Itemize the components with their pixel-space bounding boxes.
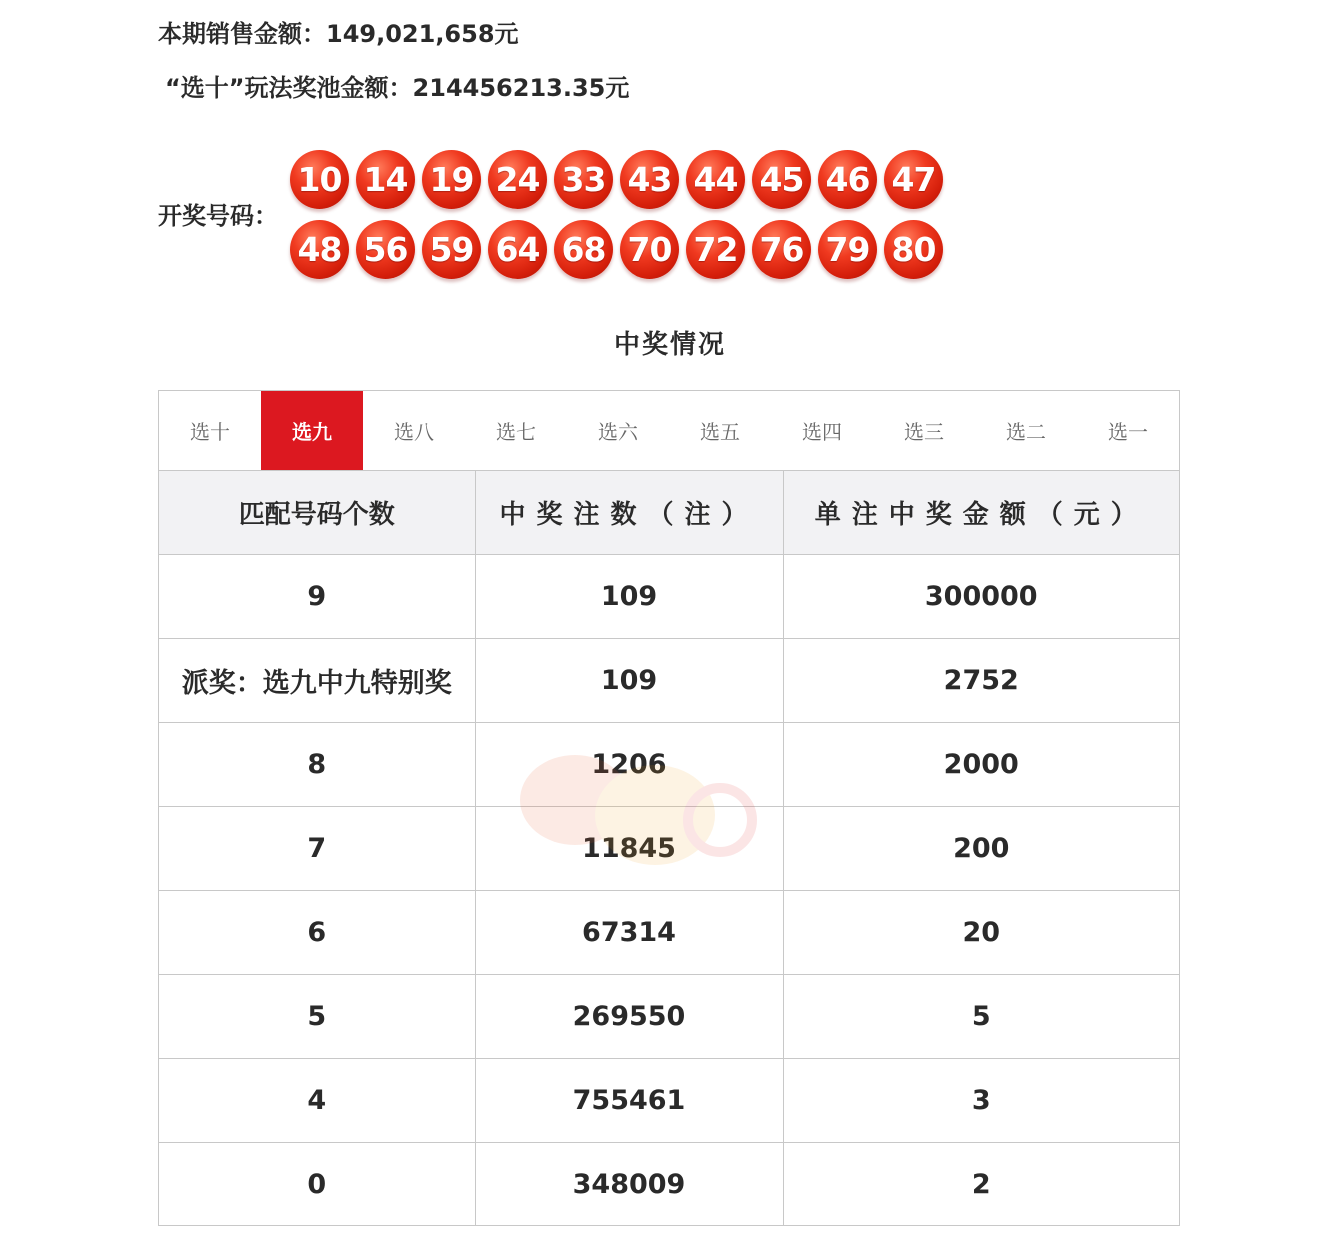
number-ball: 43 bbox=[620, 150, 679, 209]
table-row bbox=[159, 891, 1179, 975]
tab-pick-5[interactable]: 选五 bbox=[700, 420, 740, 444]
prize-amount-cell: 3 bbox=[783, 1059, 1179, 1143]
table-row bbox=[159, 975, 1179, 1059]
pool-label: “选十”玩法奖池金额： bbox=[165, 74, 413, 102]
winner-count-cell: 109 bbox=[475, 555, 783, 639]
tab-pick-2[interactable]: 选二 bbox=[1006, 420, 1046, 444]
number-ball: 76 bbox=[752, 220, 811, 279]
sales-label: 本期销售金额： bbox=[158, 20, 326, 48]
prize-amount-cell: 20 bbox=[783, 891, 1179, 975]
winner-count-cell: 269550 bbox=[475, 975, 783, 1059]
ball-row-2 bbox=[290, 220, 960, 290]
match-count-cell: 8 bbox=[159, 723, 475, 807]
header-prize-amount: 单注中奖金额（元） bbox=[783, 471, 1179, 555]
tab-pick-7[interactable]: 选七 bbox=[496, 420, 536, 444]
pool-amount-line bbox=[165, 68, 629, 103]
prize-panel bbox=[158, 390, 1180, 1226]
tab-pick-8[interactable]: 选八 bbox=[394, 420, 434, 444]
table-row bbox=[159, 723, 1179, 807]
number-ball: 47 bbox=[884, 150, 943, 209]
number-ball: 45 bbox=[752, 150, 811, 209]
winner-count-cell: 1206 bbox=[475, 723, 783, 807]
number-ball: 72 bbox=[686, 220, 745, 279]
prize-amount-cell: 2752 bbox=[783, 639, 1179, 723]
prize-amount-cell: 5 bbox=[783, 975, 1179, 1059]
tab-pick-9[interactable]: 选九 bbox=[261, 391, 363, 470]
number-ball: 48 bbox=[290, 220, 349, 279]
number-ball: 33 bbox=[554, 150, 613, 209]
match-count-cell: 7 bbox=[159, 807, 475, 891]
prize-table bbox=[159, 471, 1179, 1226]
section-title: 中奖情况 bbox=[613, 330, 726, 360]
ball-row-1 bbox=[290, 150, 960, 220]
sales-value: 149,021,658元 bbox=[326, 20, 519, 48]
prize-amount-cell: 2000 bbox=[783, 723, 1179, 807]
prize-amount-cell: 300000 bbox=[783, 555, 1179, 639]
number-ball: 59 bbox=[422, 220, 481, 279]
winner-count-cell: 109 bbox=[475, 639, 783, 723]
number-ball: 24 bbox=[488, 150, 547, 209]
number-ball: 56 bbox=[356, 220, 415, 279]
play-type-tabs bbox=[159, 391, 1179, 471]
match-count-cell: 0 bbox=[159, 1143, 475, 1227]
draw-numbers bbox=[290, 150, 960, 290]
table-row bbox=[159, 1143, 1179, 1227]
table-row bbox=[159, 555, 1179, 639]
tab-pick-1[interactable]: 选一 bbox=[1108, 420, 1148, 444]
prize-amount-cell: 2 bbox=[783, 1143, 1179, 1227]
draw-numbers-label: 开奖号码： bbox=[158, 202, 278, 230]
winner-count-cell: 67314 bbox=[475, 891, 783, 975]
table-row bbox=[159, 639, 1179, 723]
match-count-cell: 6 bbox=[159, 891, 475, 975]
header-match-count: 匹配号码个数 bbox=[159, 471, 475, 555]
prize-amount-cell: 200 bbox=[783, 807, 1179, 891]
header-winner-count: 中奖注数（注） bbox=[475, 471, 783, 555]
pool-value: 214456213.35元 bbox=[412, 74, 630, 102]
tab-pick-10[interactable]: 选十 bbox=[190, 420, 230, 444]
number-ball: 79 bbox=[818, 220, 877, 279]
number-ball: 64 bbox=[488, 220, 547, 279]
number-ball: 14 bbox=[356, 150, 415, 209]
winner-count-cell: 11845 bbox=[475, 807, 783, 891]
number-ball: 44 bbox=[686, 150, 745, 209]
number-ball: 80 bbox=[884, 220, 943, 279]
match-count-cell: 9 bbox=[159, 555, 475, 639]
number-ball: 46 bbox=[818, 150, 877, 209]
tab-pick-4[interactable]: 选四 bbox=[802, 420, 842, 444]
match-count-cell: 5 bbox=[159, 975, 475, 1059]
table-header-row bbox=[159, 471, 1179, 555]
match-count-cell: 4 bbox=[159, 1059, 475, 1143]
winner-count-cell: 348009 bbox=[475, 1143, 783, 1227]
tab-pick-6[interactable]: 选六 bbox=[598, 420, 638, 444]
sales-amount-line bbox=[158, 14, 519, 49]
number-ball: 19 bbox=[422, 150, 481, 209]
number-ball: 70 bbox=[620, 220, 679, 279]
tab-pick-3[interactable]: 选三 bbox=[904, 420, 944, 444]
table-row bbox=[159, 1059, 1179, 1143]
number-ball: 68 bbox=[554, 220, 613, 279]
number-ball: 10 bbox=[290, 150, 349, 209]
match-count-cell: 派奖：选九中九特别奖 bbox=[159, 639, 475, 723]
table-row bbox=[159, 807, 1179, 891]
winner-count-cell: 755461 bbox=[475, 1059, 783, 1143]
